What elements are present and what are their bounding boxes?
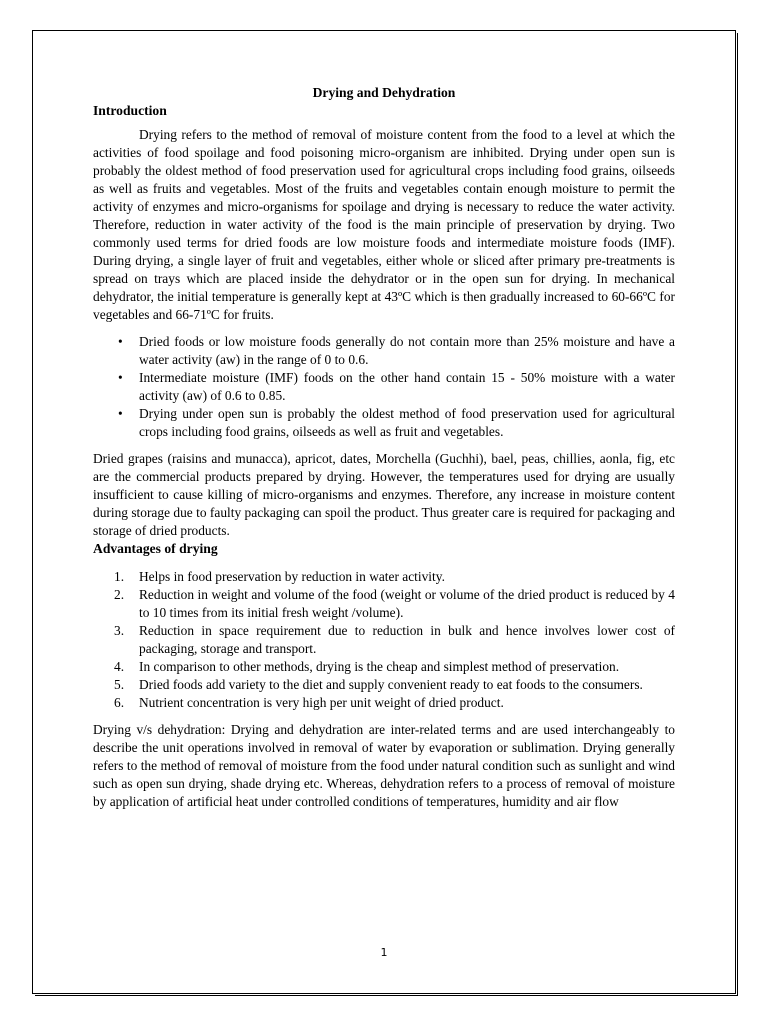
drying-vs-dehydration-paragraph: Drying v/s dehydration: Drying and dehydration are inter-related terms and are used interchangeably to describe the unit operations involved in removal of water by evaporation or sublimation. Drying generally refers to the method of removal of moisture from the food under natural condition such as sunlight and wind such as open sun drying, shade drying etc. Whereas, dehydration refers to a process of removal of moisture by application of artificial heat under controlled conditions of temperatures, humidity and air flow	[93, 722, 675, 809]
item-text: Helps in food preservation by reduction in water activity.	[139, 569, 445, 584]
item-number: 3.	[114, 623, 125, 638]
item-text: Dried foods add variety to the diet and supply convenient ready to eat foods to the consumers.	[139, 677, 643, 692]
item-number: 5.	[114, 677, 125, 692]
document-title: Drying and Dehydration	[312, 85, 456, 100]
item-text: Nutrient concentration is very high per unit weight of dried product.	[139, 695, 504, 710]
bullet-item: • Drying under open sun is probably the oldest method of food preservation used for agricultural crops including food grains, oilseeds as well as fruit and vegetables.	[139, 405, 675, 441]
item-text: In comparison to other methods, drying is the cheap and simplest method of preservation.	[139, 659, 620, 674]
item-text: Reduction in weight and volume of the food (weight or volume of the dried product is reduced by 4 to 10 times from its initial fresh weight /volume).	[139, 587, 675, 620]
bullet-item: • Dried foods or low moisture foods generally do not contain more than 25% moisture and have a water activity (aw) in the range of 0 to 0.6.	[139, 333, 675, 369]
products-paragraph: Dried grapes (raisins and munacca), apricot, dates, Morchella (Guchhi), bael, peas, chillies, aonla, fig, etc are the commercial products prepared by drying. However, the temperatures used for drying are usually insufficient to cause killing of micro-organisms and enzymes. Therefore, any increase in moisture content during storage due to faulty packaging can spoil the product. Thus greater care is required for packaging and storage of dried products.	[93, 451, 675, 538]
advantage-item	[114, 586, 675, 622]
page-number: 1	[380, 946, 388, 959]
advantage-item	[114, 694, 675, 712]
item-number: 6.	[114, 695, 125, 710]
advantage-item	[114, 622, 675, 658]
introduction-heading: Introduction	[93, 103, 167, 118]
advantage-item	[114, 658, 675, 676]
item-text: Reduction in space requirement due to reduction in bulk and hence involves lower cost of packaging, storage and transport.	[139, 623, 675, 656]
item-number: 2.	[114, 587, 125, 602]
advantages-list	[93, 568, 675, 712]
introduction-paragraph: Drying refers to the method of removal of moisture content from the food to a level at which the activities of food spoilage and food poisoning micro-organism are inhibited. Drying under open sun is probably the oldest method of food preservation used for agricultural crops including food grains, oilseeds as well as fruits and vegetables. Most of the fruits and vegetables contain enough moisture to permit the activity of enzymes and micro-organisms for spoilage and drying is necessary to reduce the water activity. Therefore, reduction in water activity of the food is the main principle of preservation by drying. Two commonly used terms for dried foods are low moisture foods and intermediate moisture foods (IMF). During drying, a single layer of fruit and vegetables, either whole or sliced after primary pre-treatments is spread on trays which are placed inside the dehydrator or in the open sun for drying. In mechanical dehydrator, the initial temperature is generally kept at 43ºC which is then gradually increased to 60-66ºC for vegetables and 66-71ºC for fruits.	[93, 127, 675, 322]
moisture-bullet-list	[93, 333, 675, 441]
item-number: 1.	[114, 569, 125, 584]
item-number: 4.	[114, 659, 125, 674]
advantage-item	[114, 676, 675, 694]
bullet-item: • Intermediate moisture (IMF) foods on the other hand contain 15 - 50% moisture with a water activity (aw) of 0.6 to 0.85.	[139, 369, 675, 405]
advantage-item	[114, 568, 675, 586]
advantages-heading: Advantages of drying	[93, 541, 218, 556]
document-body	[93, 84, 675, 811]
